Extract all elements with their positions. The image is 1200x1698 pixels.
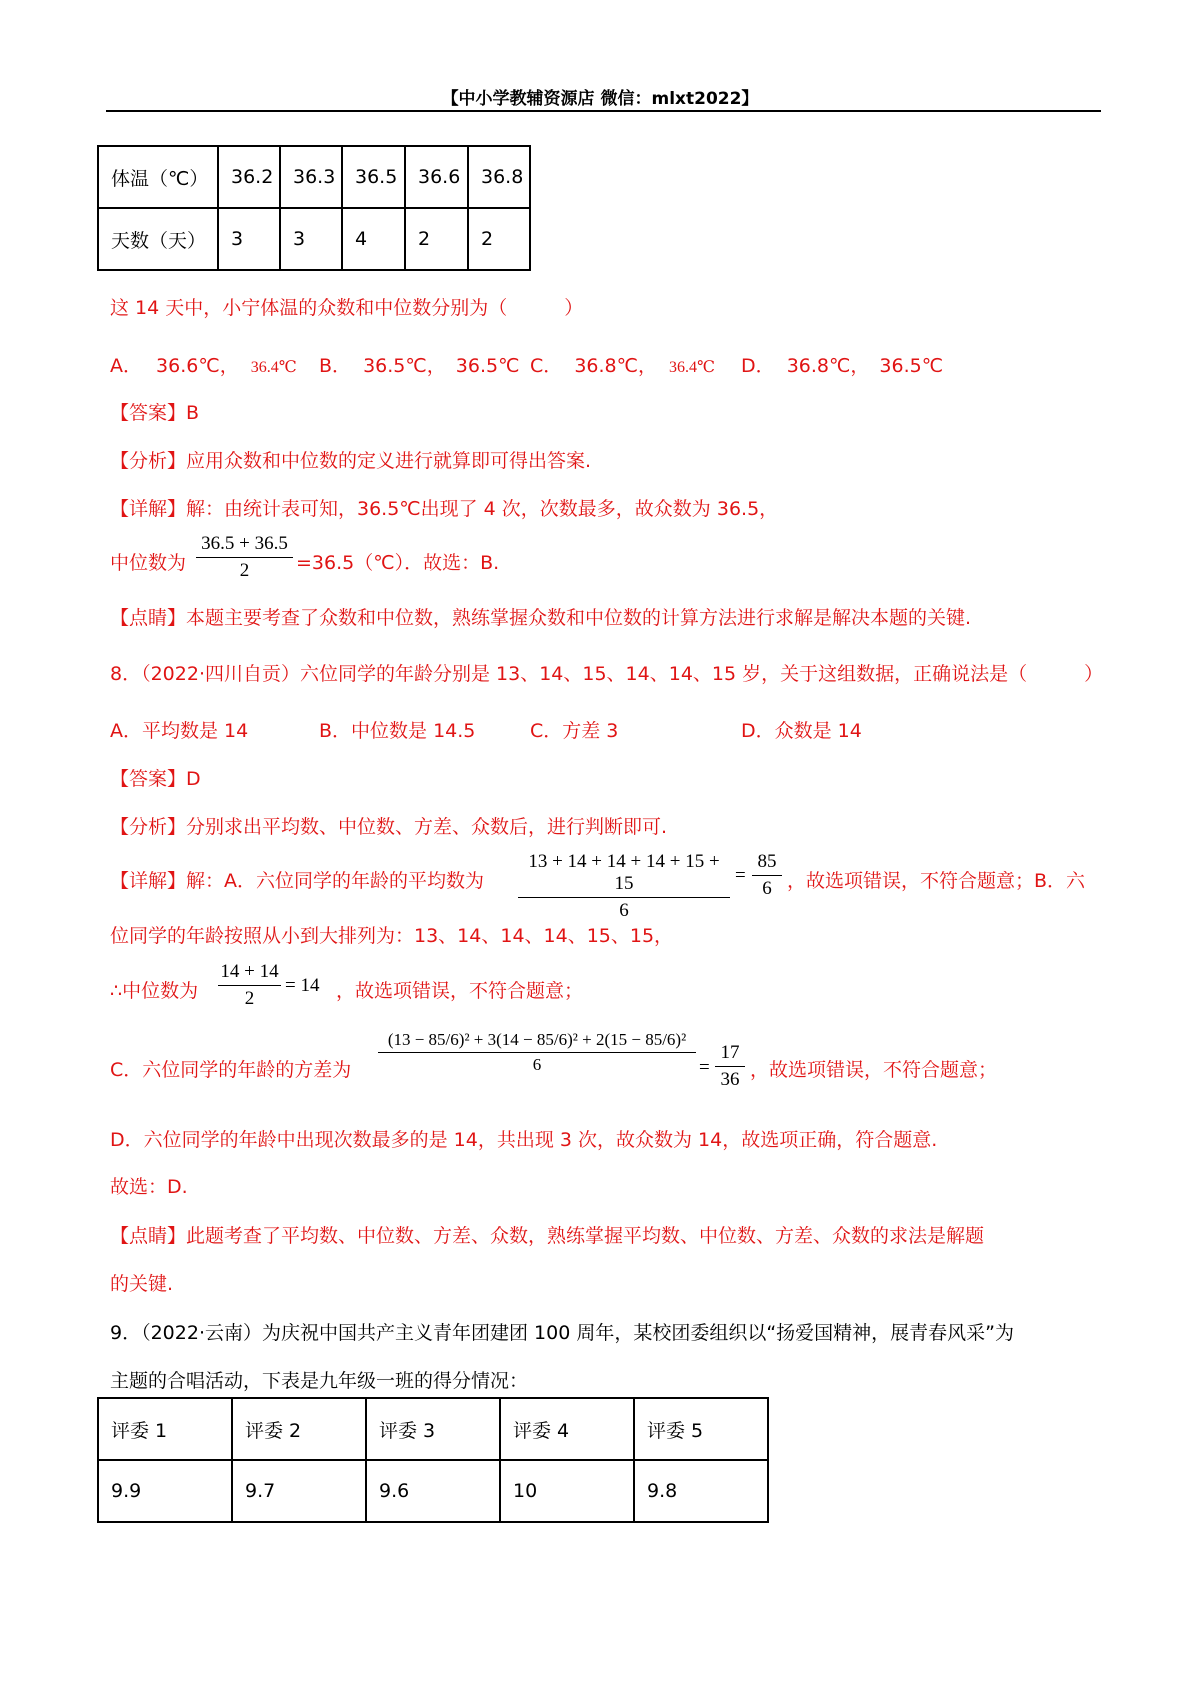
fraction	[218, 961, 281, 1010]
fraction-denominator: 2	[244, 988, 255, 1009]
table-cell: 36.2	[218, 146, 280, 208]
choose-line: 故选：D.	[110, 1176, 188, 1198]
table-cell: 体温（℃）	[98, 146, 218, 208]
fraction-bar	[752, 875, 782, 876]
option-value: 36.6℃，	[156, 355, 239, 377]
table-cell: 评委 5	[634, 1398, 768, 1460]
fraction	[715, 1042, 745, 1091]
table-cell: 2	[468, 208, 530, 270]
option-label: B．	[319, 355, 352, 377]
table-row	[98, 1460, 768, 1522]
fraction-denominator: 6	[762, 878, 772, 899]
option-c: C．方差 3	[530, 720, 619, 742]
variance-suffix: ，故选项错误，不符合题意；	[750, 1059, 998, 1081]
median-result: = 14	[285, 975, 320, 996]
option-value: 36.5℃	[879, 355, 944, 377]
fraction-numerator: 14 + 14	[220, 961, 279, 982]
fraction-denominator: 2	[239, 560, 250, 581]
fraction-denominator: 6	[619, 900, 629, 921]
analysis-line: 【分析】应用众数和中位数的定义进行就算即可得出答案.	[110, 450, 592, 472]
detail-prefix: 【详解】解：A．六位同学的年龄的平均数为	[110, 870, 484, 892]
comment-line: 【点睛】本题主要考查了众数和中位数，熟练掌握众数和中位数的计算方法进行求解是解决本题的关键.	[110, 607, 972, 629]
table-cell: 36.3	[280, 146, 342, 208]
fraction	[378, 1030, 696, 1075]
score-table	[97, 1397, 769, 1523]
median-suffix: ，故选项错误，不符合题意；	[336, 980, 584, 1002]
fraction	[752, 851, 782, 900]
table-cell: 36.8	[468, 146, 530, 208]
table-cell: 评委 2	[232, 1398, 366, 1460]
option-b	[319, 351, 519, 378]
table-cell: 9.7	[232, 1460, 366, 1522]
table-cell: 9.8	[634, 1460, 768, 1522]
table-row	[98, 1398, 768, 1460]
fraction-bar	[378, 1052, 696, 1053]
detail-suffix: =36.5（℃）．故选：B.	[296, 552, 500, 574]
option-value: 36.4℃	[250, 359, 297, 376]
header-rule	[106, 110, 1101, 112]
table-cell: 评委 1	[98, 1398, 232, 1460]
question-stem: 9．（2022·云南）为庆祝中国共产主义青年团建团 100 周年，某校团委组织以“扬爱国精神，展青春风采”为	[110, 1322, 1015, 1344]
equals-sign: =	[735, 865, 746, 886]
table-cell: 9.9	[98, 1460, 232, 1522]
fraction-denominator: 6	[532, 1055, 542, 1074]
table-cell: 36.6	[405, 146, 468, 208]
fraction-numerator: 13 + 14 + 14 + 14 + 15 + 15	[528, 851, 720, 894]
fraction	[196, 533, 293, 582]
table-cell: 4	[342, 208, 405, 270]
table-cell: 评委 4	[500, 1398, 634, 1460]
variance-prefix: C．六位同学的年龄的方差为	[110, 1059, 352, 1081]
table-row	[98, 208, 530, 270]
option-a: A．平均数是 14	[110, 720, 249, 742]
fraction-bar	[218, 985, 281, 986]
option-label: D．	[741, 355, 775, 377]
detail-line: 【详解】解：由统计表可知，36.5℃出现了 4 次，次数最多，故众数为 36.5，	[110, 498, 779, 520]
stem-text: 这 14 天中，小宁体温的众数和中位数分别为（ ）	[110, 297, 584, 319]
detail-suffix: ，故选项错误，不符合题意；B．六	[787, 870, 1086, 892]
median-prefix: ∴中位数为	[110, 980, 199, 1002]
option-c	[530, 351, 715, 378]
comment-line: 的关键.	[110, 1273, 174, 1295]
fraction-numerator: 85	[757, 851, 777, 872]
table-cell: 3	[280, 208, 342, 270]
comment-line: 【点睛】此题考查了平均数、中位数、方差、众数，熟练掌握平均数、中位数、方差、众数的求法是解题	[110, 1225, 985, 1247]
option-value: 36.5℃	[455, 355, 520, 377]
option-b: B．中位数是 14.5	[319, 720, 476, 742]
option-label: A．	[110, 355, 142, 377]
page-header: 【中小学教辅资源店 微信：mlxt2022】	[441, 89, 759, 109]
answer-line: 【答案】D	[110, 768, 201, 790]
fraction-bar	[715, 1066, 745, 1067]
fraction	[518, 851, 730, 922]
fraction-denominator: 36	[720, 1069, 740, 1090]
option-label: C．	[530, 355, 563, 377]
option-value: 36.8℃，	[574, 355, 657, 377]
table-cell: 10	[500, 1460, 634, 1522]
option-a	[110, 351, 297, 378]
detail-line: 位同学的年龄按照从小到大排列为：13、14、14、14、15、15，	[110, 925, 674, 947]
question-stem	[110, 293, 583, 320]
question-stem: 8．（2022·四川自贡）六位同学的年龄分别是 13、14、15、14、14、15 岁，关于这组数据，正确说法是（ ）	[110, 663, 1104, 685]
detail-prefix: 中位数为	[110, 552, 187, 574]
table-cell: 36.5	[342, 146, 405, 208]
table-cell: 9.6	[366, 1460, 500, 1522]
option-d	[741, 351, 943, 378]
table-cell: 天数（天）	[98, 208, 218, 270]
option-d: D．众数是 14	[741, 720, 862, 742]
fraction-bar	[518, 897, 730, 898]
fraction-numerator: 36.5 + 36.5	[201, 533, 288, 554]
fraction-numerator: 17	[720, 1042, 740, 1063]
temperature-table	[97, 145, 531, 271]
question-stem: 主题的合唱活动，下表是九年级一班的得分情况：	[110, 1370, 529, 1392]
table-cell: 评委 3	[366, 1398, 500, 1460]
option-value: 36.5℃，	[363, 355, 446, 377]
table-row	[98, 146, 530, 208]
fraction-numerator: (13 − 85/6)² + 3(14 − 85/6)² + 2(15 − 85/6)²	[387, 1030, 687, 1049]
table-cell: 2	[405, 208, 468, 270]
table-cell: 3	[218, 208, 280, 270]
option-value: 36.8℃，	[786, 355, 870, 377]
option-value: 36.4℃	[669, 359, 715, 376]
analysis-line: 【分析】分别求出平均数、中位数、方差、众数后，进行判断即可.	[110, 816, 668, 838]
equals-sign: =	[699, 1057, 710, 1078]
answer-line: 【答案】B	[110, 402, 200, 424]
fraction-bar	[196, 557, 293, 558]
detail-line: D．六位同学的年龄中出现次数最多的是 14，共出现 3 次，故众数为 14，故选项正确，符合题意.	[110, 1129, 938, 1151]
